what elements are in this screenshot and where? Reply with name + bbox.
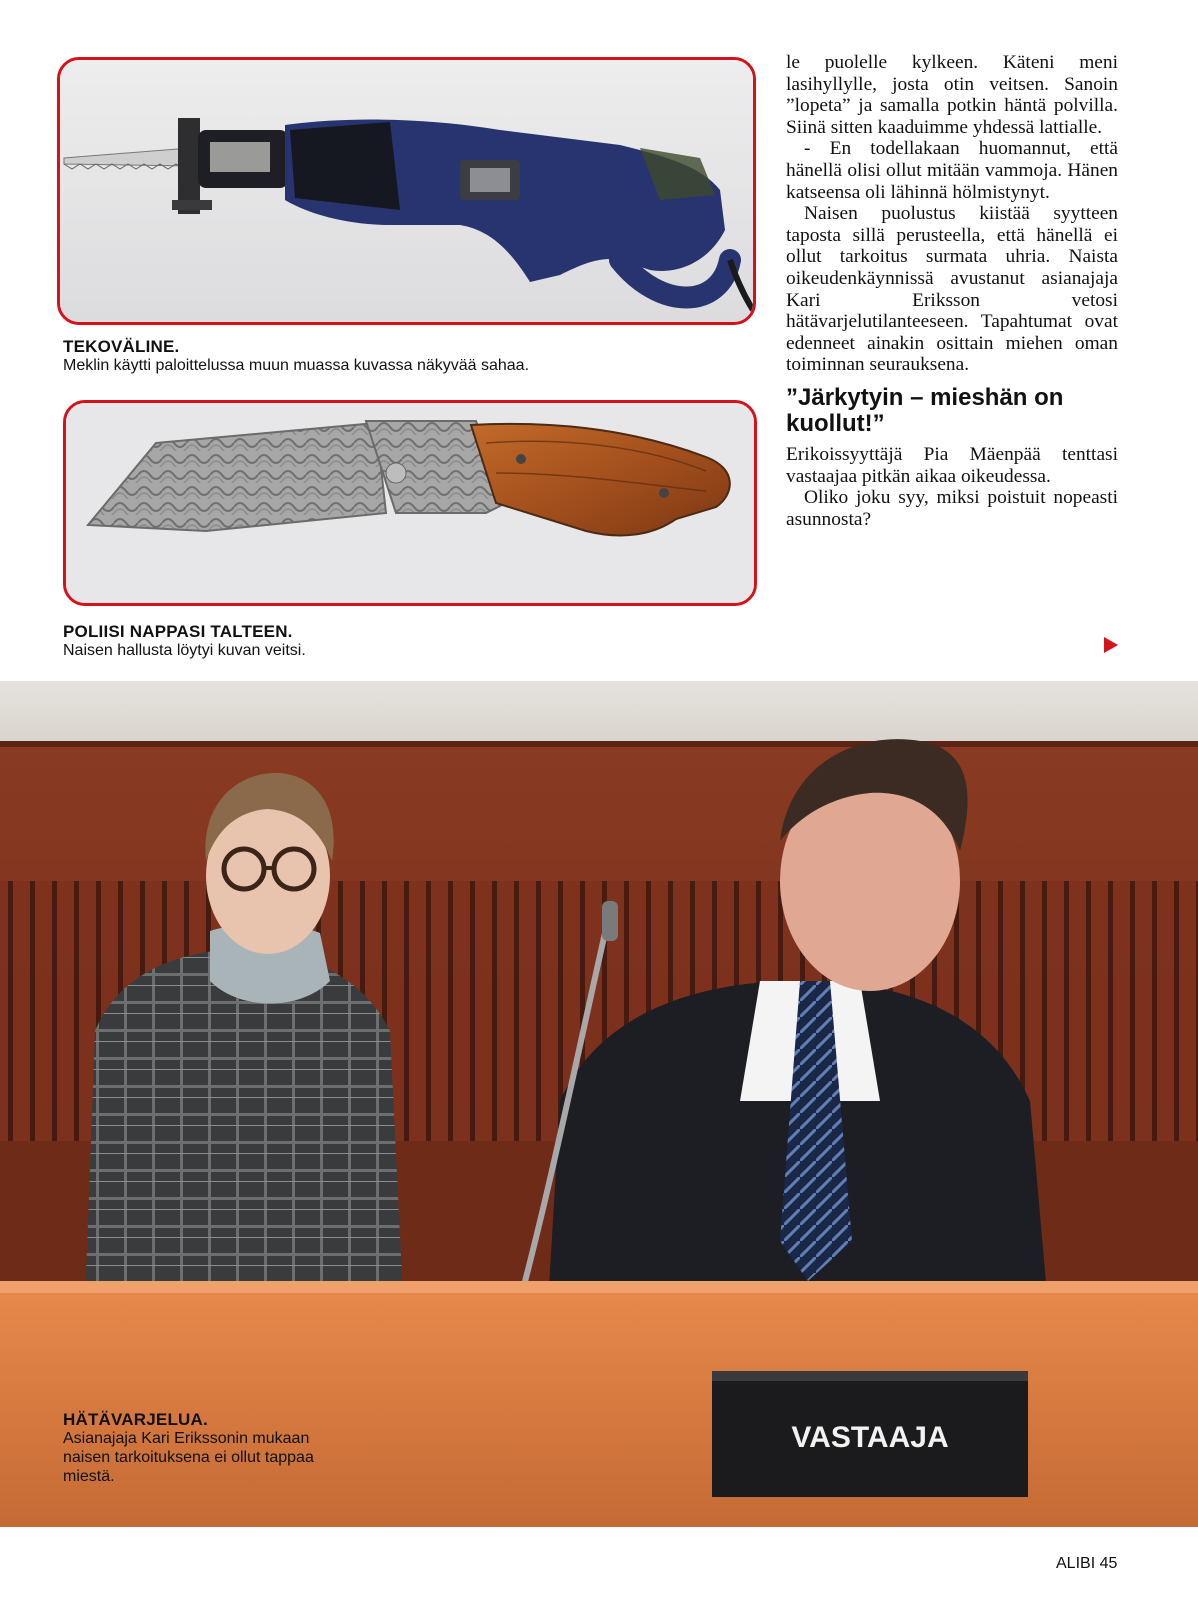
knife-caption-text: Naisen hallusta löytyi kuvan veitsi. [63, 642, 306, 659]
article-paragraph-3: Naisen puolustus kiistää syytteen taposta sillä perusteella, että hänellä ei ollut tarkoitus surmata uhria. Naista oikeudenkäynnissä avustanut asianajaja Kari Eriksson vetosi hätävarjelutilanteeseen. Tapahtumat ovat edenneet ainakin osittain miehen oman toiminnan seurauksena. [786, 203, 1118, 376]
saw-caption-title: TEKOVÄLINE. [63, 337, 180, 356]
page-folio: ALIBI 45 [1056, 1555, 1118, 1572]
continue-arrow-icon [1104, 637, 1118, 653]
name-plate [712, 1371, 1028, 1497]
article-paragraph-2: - En todellakaan huomannut, että hänellä olisi ollut mitään vammoja. Hänen katseensa oli lähinnä hölmistynyt. [786, 138, 1118, 203]
article-paragraph-4: Erikoissyyttäjä Pia Mäenpää tenttasi vastaajaa pitkän aikaa oikeudessa. [786, 443, 1118, 487]
saw-photo [57, 57, 756, 325]
courtroom-caption-text: Asianajaja Kari Erikssonin mukaan naisen tarkoituksena ei ollut tappaa miestä. [63, 1430, 314, 1485]
knife-caption-title: POLIISI NAPPASI TALTEEN. [63, 622, 293, 641]
courtroom-caption [63, 1410, 353, 1486]
courtroom-caption-title: HÄTÄVARJELUA. [63, 1410, 208, 1429]
name-plate-text: VASTAAJA [791, 1421, 949, 1454]
article-paragraph-5: Oliko joku syy, miksi poistuit nopeasti asunnosta? [786, 487, 1118, 530]
courtroom-photo [0, 681, 1198, 1527]
saw-caption-text: Meklin käytti paloittelussa muun muassa kuvassa näkyvää sahaa. [63, 357, 530, 374]
knife-photo [63, 400, 757, 606]
article-subheading: ”Järkytyin – mieshän on kuollut!” [786, 383, 1064, 437]
folding-knife-illustration [66, 403, 754, 603]
courtroom-illustration [0, 681, 1198, 1527]
knife-caption [63, 622, 743, 660]
saw-caption [63, 337, 743, 375]
article-paragraph-1: le puolelle kylkeen. Käteni meni lasihyllylle, josta otin veitsen. Sanoin ”lopeta” ja samalla potkin häntä polvilla. Siinä sitten kaaduimme yhdessä lattialle. [786, 52, 1118, 138]
reciprocating-saw-illustration [60, 60, 753, 322]
article-column [786, 52, 1118, 530]
